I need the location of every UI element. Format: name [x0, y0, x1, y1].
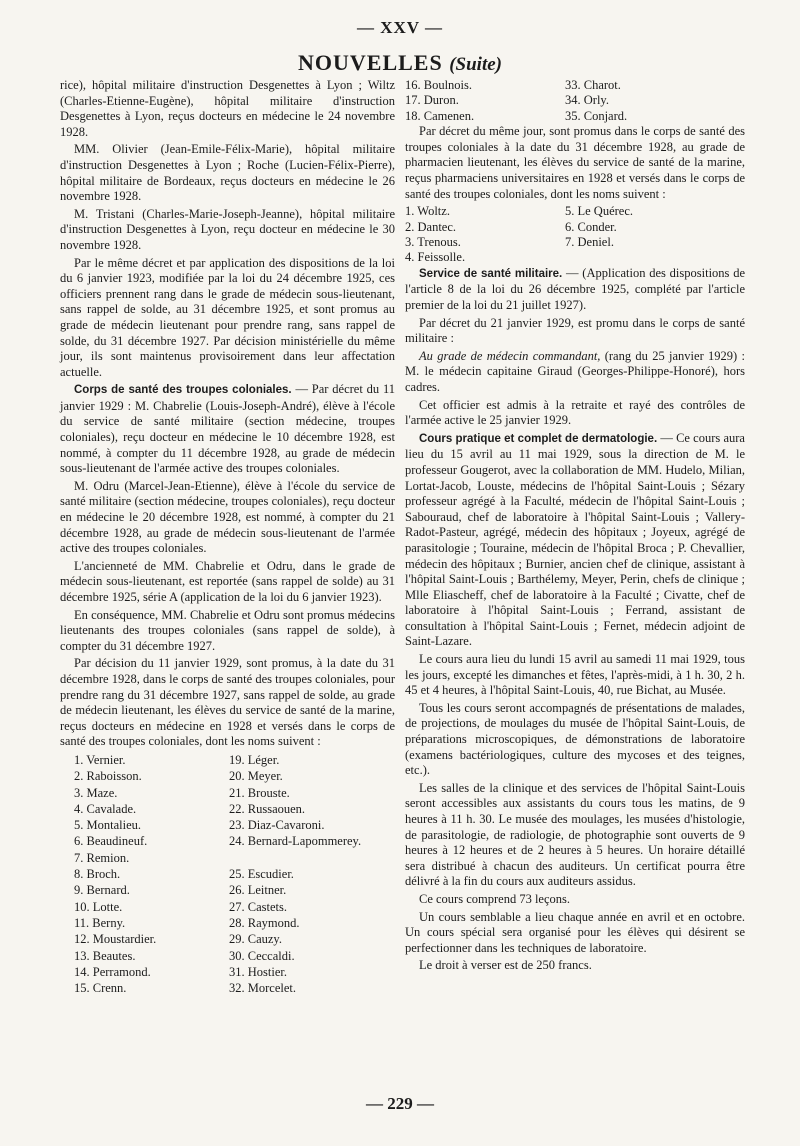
paragraph-text: — (Application des dispositions de l'article 8 de la loi du 26 décembre 1925, complété par l'article premier de la loi du 21 juillet 1927). — [405, 265, 745, 312]
title-suffix: (Suite) — [449, 54, 502, 75]
paragraph: Par décision du 11 janvier 1929, sont promus, à la date du 31 décembre 1928, dans le corps de santé des troupes coloniales, pour prendre rang du 31 décembre 1927, sans rappel de solde, au grade de médecin lieutenant, les élèves du service de santé de la marine, reçus docteurs en médecine en 1928 et versés dans le corps de santé des troupes coloniales, dont les noms suivent : — [60, 656, 395, 749]
list-item: 6. Conder. — [565, 219, 617, 234]
list-item: 31. Hostier. — [229, 964, 287, 979]
paragraph: M. Tristani (Charles-Marie-Joseph-Jeanne), hôpital militaire d'instruction Desgenettes à Lyon, reçu docteur en médecine le 30 novembre 1928. — [60, 206, 395, 252]
list-item: 32. Morcelet. — [229, 981, 296, 996]
paragraph: rice), hôpital militaire d'instruction Desgenettes à Lyon ; Wiltz (Charles-Etienne-Eugène), hôpital militaire d'instruction Desgenettes à Lyon, reçus docteurs en médecine le 24 novembre 1928. — [60, 78, 395, 139]
paragraph — [405, 266, 745, 314]
page-number: — 229 — — [366, 1094, 434, 1113]
list-item: 28. Raymond. — [229, 915, 300, 930]
list-item: 27. Castets. — [229, 899, 287, 914]
list-item: 23. Diaz-Cavaroni. — [229, 818, 325, 833]
list-item — [565, 250, 725, 265]
list-item: 6. Beaudineuf. — [74, 834, 148, 849]
section-heading: Corps de santé des troupes coloniales. — [74, 384, 292, 397]
list-item: 35. Conjard. — [565, 108, 628, 123]
paragraph: Le droit à verser est de 250 francs. — [419, 958, 592, 973]
right-column — [405, 78, 745, 976]
list-item: 15. Crenn. — [74, 981, 127, 996]
paragraph: Tous les cours seront accompagnés de présentations de malades, de projections, de moulages du musée de l'hôpital Saint-Louis, de préparations microscopiques, de démonstrations de laboratoire (examens bactériologiques, culture des mycoses et des teignes, etc.). — [405, 700, 745, 778]
name-list — [405, 204, 745, 266]
list-item: 1. Vernier. — [74, 752, 126, 767]
list-item: 7. Deniel. — [565, 235, 614, 249]
list-item: 18. Camenen. — [405, 108, 475, 123]
paragraph: Un cours semblable a lieu chaque année en avril et en octobre. Un cours spécial sera organisé pour les élèves qui désirent se perfectionner dans les techniques de laboratoire. — [405, 909, 745, 955]
list-item: 34. Orly. — [565, 93, 609, 108]
list-item: 13. Beautes. — [74, 948, 136, 963]
paragraph-text: (rang du 25 janvier 1929) : M. le médecin capitaine Giraud (Georges-Philippe-Honoré), hors cadres. — [405, 348, 745, 394]
list-item: 5. Montalieu. — [74, 818, 142, 833]
paragraph — [60, 382, 395, 477]
list-item: 19. Léger. — [229, 752, 280, 767]
list-item: 7. Remion. — [74, 850, 130, 865]
paragraph-text: — Par décret du 11 janvier 1929 : M. Chabrelie (Louis-Joseph-André), élève à l'école du service de santé militaire (section médecine, troupes coloniales), reçu docteur en médecine le 10 décembre 1928, est nommé, à compter du 11 décembre 1928, au grade de médecin sous-lieutenant de l'armée active des troupes coloniales. — [60, 382, 396, 476]
list-item: 21. Brouste. — [229, 785, 290, 800]
list-item: 12. Moustardier. — [74, 932, 157, 947]
list-item: 17. Duron. — [405, 93, 459, 108]
list-item: 33. Charot. — [565, 78, 621, 92]
section-heading: Service de santé militaire. — [419, 267, 563, 280]
paragraph: Cet officier est admis à la retraite et rayé des contrôles de l'armée active le 25 janvier 1929. — [405, 397, 745, 428]
paragraph-text: — Ce cours aura lieu du 15 avril au 11 mai 1929, sous la direction de M. le professeur Gougerot, avec la collaboration de MM. Hudelo, Milian, Lortat-Jacob, Louste, médecins de l'hôpital Saint-Louis ; Sézary professeur agrégé à la Faculté, médecin de l'hôpital Saint-Louis ; Sabouraud, chef de laboratoire à l'hôpital Saint-Louis ; Vallery-Radot-Pasteur, agrégé, médecin des hôpitaux ; Joyeux, agrégé de parasitologie ; Touraine, médecin de l'hôpital Broca ; P. Chevallier, médecin des hôpitaux ; Burnier, ancien chef de clinique, assistant à l'hôpital Saint-Louis ; Barthélemy, Meyer, Perin, chefs de clinique ; Mlle Eliascheff, chef de laboratoire à la Faculté ; Civatte, chef de laboratoire à l'hôpital Saint-Louis ; Ferrand, assistant de consultation à l'hôpital Saint-Louis ; Fernet, médecin adjoint de Saint-Lazare. — [405, 430, 745, 649]
paragraph: L'ancienneté de MM. Chabrelie et Odru, dans le grade de médecin sous-lieutenant, est reportée (sans rappel de solde) au 31 décembre 1925, série A (application de la loi du 6 janvier 1923). — [60, 558, 395, 604]
page-roman-numeral: — XXV — — [356, 18, 444, 37]
name-list — [405, 78, 745, 124]
paragraph: MM. Olivier (Jean-Emile-Félix-Marie), hôpital militaire d'instruction Desgenettes à Lyon ; Roche (Lucien-Félix-Pierre), hôpital militaire de Bordeaux, reçus docteurs en médecine le 26 novembre 1928. — [60, 142, 395, 204]
page-title — [0, 50, 800, 76]
list-item: 20. Meyer. — [229, 769, 283, 784]
paragraph — [405, 349, 745, 396]
paragraph: Les salles de la clinique et des services de l'hôpital Saint-Louis seront accessibles aux assistants du cours tous les matins, de 9 heures à 11 h. 30. Le musée des moulages, les musées d'histologie, de parasitologie, de radiologie, de photographie sont ouverts de 9 heures à 12 heures et de 2 heures à 5 heures. Un horaire détaillé sera distribué à chacun des auditeurs. Un certificat pourra être délivré à la fin du cours aux auditeurs assidus. — [405, 780, 745, 889]
name-list — [74, 752, 395, 996]
list-item: 11. Berny. — [74, 915, 126, 930]
paragraph: Par décret du même jour, sont promus dans le corps de santé des troupes coloniales à la date du 31 décembre 1928, au grade de pharmacien lieutenant, les élèves du service de santé de la marine, reçus pharmaciens universitaires en 1928 et versés dans le corps de santé des troupes coloniales, dont les noms suivent : — [405, 124, 745, 201]
list-item: 5. Le Quérec. — [565, 204, 634, 219]
paragraph: En conséquence, MM. Chabrelie et Odru sont promus médecins lieutenants des troupes coloniales (sans rappel de solde), à compter du 31 décembre 1927. — [60, 607, 395, 653]
list-item: 10. Lotte. — [74, 899, 123, 914]
list-item: 14. Perramond. — [74, 964, 151, 979]
title-main: NOUVELLES — [298, 50, 443, 75]
list-item: 30. Ceccaldi. — [229, 948, 295, 963]
paragraph: Par décret du 21 janvier 1929, est promu dans le corps de santé militaire : — [405, 315, 745, 346]
list-item: 22. Russaouen. — [229, 801, 306, 816]
list-item: 29. Cauzy. — [229, 932, 282, 947]
list-item: 3. Maze. — [74, 785, 118, 800]
paragraph: M. Odru (Marcel-Jean-Etienne), élève à l'école du service de santé militaire (section médecine, troupes coloniales), reçu docteur en médecine le 20 décembre 1928, est nommé, à compter du 21 décembre 1928, au grade de médecin sous-lieutenant de l'armée active des troupes coloniales. — [60, 478, 395, 556]
list-item: 16. Boulnois. — [405, 78, 473, 92]
paragraph — [405, 431, 745, 650]
paragraph: Le cours aura lieu du lundi 15 avril au samedi 11 mai 1929, tous les jours, excepté les dimanches et fêtes, l'après-midi, à 1 h. 30, 2 h. 45 et 4 heures, à l'hôpital Saint-Louis, 40, rue Bichat, au Musée. — [405, 652, 745, 698]
list-item: 1. Woltz. — [405, 204, 450, 219]
left-column — [60, 78, 395, 996]
list-item: 25. Escudier. — [229, 867, 294, 882]
list-item: 26. Leitner. — [229, 883, 287, 898]
list-item: 24. Bernard-Lapommerey. — [229, 834, 362, 849]
list-item: 8. Broch. — [74, 867, 121, 882]
italic-text: Au grade de médecin commandant, — [419, 348, 601, 363]
paragraph: Par le même décret et par application des dispositions de la loi du 6 janvier 1923, modifiée par la loi du 24 décembre 1925, ces officiers prennent rang dans le grade de médecin sous-lieutenant, sans rappel de solde, au 31 décembre 1925, et sont promus au grade de médecin lieutenant pour prendre rang, sans rappel de solde, du 31 décembre 1927. Par décision ministérielle du même jour, ils sont maintenus provisoirement dans leur affectation actuelle. — [60, 255, 395, 379]
paragraph: Ce cours comprend 73 leçons. — [419, 891, 571, 906]
list-item: 3. Trenous. — [405, 235, 461, 249]
list-item: 4. Cavalade. — [74, 801, 137, 816]
section-heading: Cours pratique et complet de dermatologie. — [419, 432, 658, 445]
list-item: 2. Raboisson. — [74, 769, 142, 784]
list-item: 4. Feissolle. — [405, 250, 466, 265]
list-item — [229, 850, 409, 866]
list-item: 2. Dantec. — [405, 219, 457, 234]
list-item: 9. Bernard. — [74, 883, 130, 898]
